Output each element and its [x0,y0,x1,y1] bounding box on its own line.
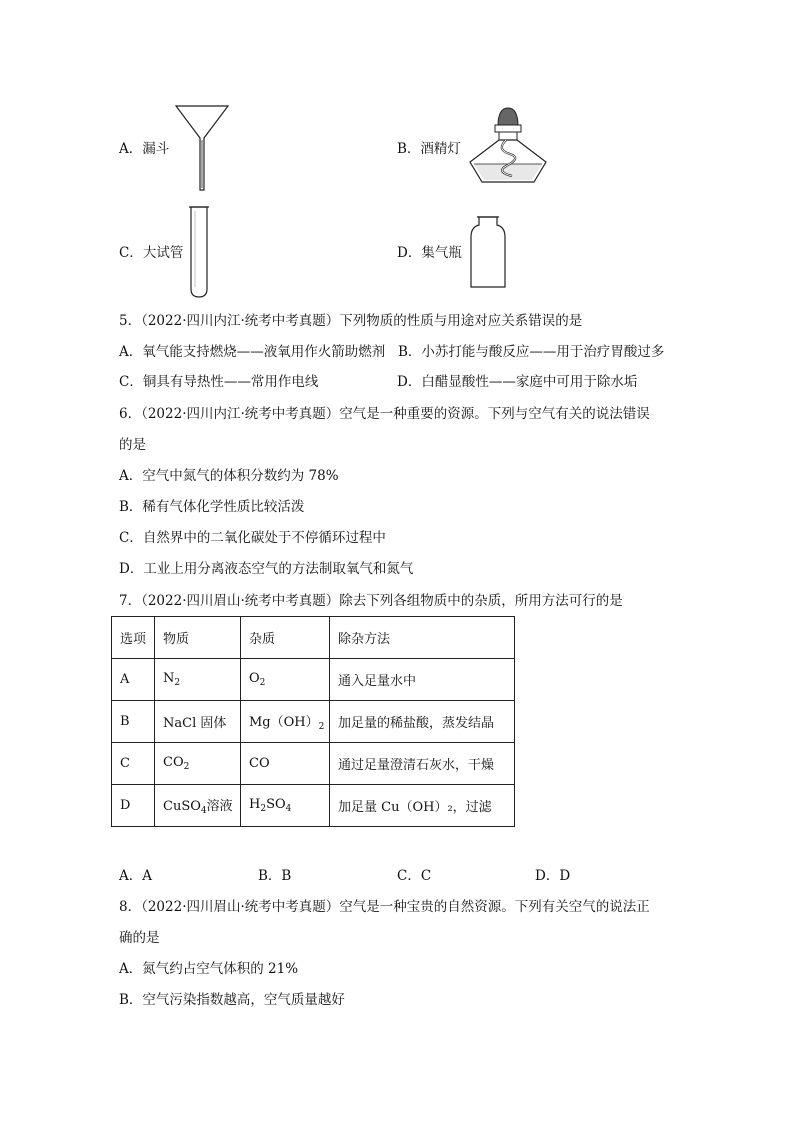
q4-option-c: C．大试管 [119,245,184,261]
row-substance: $N_2$ [155,659,241,701]
q7-answer-d: D．D [535,868,571,884]
q4-option-a: A．漏斗 [119,141,170,157]
row-option: B [112,701,155,743]
q5-option-a: A．氧气能支持燃烧——液氧用作火箭助燃剂 [119,344,386,360]
q7-table [111,616,515,827]
row-impurity: CO [241,743,330,785]
q4-option-d: D．集气瓶 [397,245,462,261]
row-method: 加足量 Cu（OH）₂，过滤 [330,785,515,827]
q6-option-d: D．工业上用分离液态空气的方法制取氧气和氮气 [119,561,414,577]
q8-stem-line1: 8．（2022·四川眉山·统考中考真题）空气是一种宝贵的自然资源。下列有关空气的说法正 [119,899,650,915]
q6-option-b: B．稀有气体化学性质比较活泼 [119,499,305,515]
q6-stem-line1: 6．（2022·四川内江·统考中考真题）空气是一种重要的资源。下列与空气有关的说法错误 [119,406,650,422]
table-header-row [112,617,515,659]
row-option: A [112,659,155,701]
table-row [112,743,515,785]
q7-answer-a: A．A [119,868,152,884]
table-row [112,785,515,827]
alcohol-lamp-icon [466,106,550,186]
q4-option-b: B．酒精灯 [397,141,461,157]
q7-answer-c: C．C [397,868,432,884]
q5-option-b: B．小苏打能与酸反应——用于治疗胃酸过多 [398,344,665,360]
q6-stem-line2: 的是 [119,437,146,453]
header-impurity: 杂质 [241,617,330,659]
q8-option-a: A．氮气约占空气体积的 21% [119,961,299,977]
header-substance: 物质 [155,617,241,659]
header-method: 除杂方法 [330,617,515,659]
q8-option-b: B．空气污染指数越高，空气质量越好 [119,992,345,1008]
row-substance: CuSO$_4$溶液 [155,785,241,827]
q8-stem-line2: 确的是 [119,930,160,946]
row-option: D [112,785,155,827]
row-option: C [112,743,155,785]
q6-option-a: A．空气中氮气的体积分数约为 78% [119,468,339,484]
q7-answer-b: B．B [258,868,292,884]
row-method: 通入足量水中 [330,659,515,701]
row-impurity: $O_2$ [241,659,330,701]
row-substance: NaCl 固体 [155,701,241,743]
row-substance: $CO_2$ [155,743,241,785]
test-tube-icon [188,205,210,299]
row-method: 加足量的稀盐酸，蒸发结晶 [330,701,515,743]
q7-stem: 7．（2022·四川眉山·统考中考真题）除去下列各组物质中的杂质，所用方法可行的是 [119,593,623,609]
q6-option-c: C．自然界中的二氧化碳处于不停循环过程中 [119,530,386,546]
q5-stem: 5．（2022·四川内江·统考中考真题）下列物质的性质与用途对应关系错误的是 [119,313,583,329]
row-impurity: $H_2SO_4$ [241,785,330,827]
table-row [112,701,515,743]
header-option: 选项 [112,617,155,659]
row-impurity: $Mg(OH)_2$ [241,701,330,743]
table-row [112,659,515,701]
q5-option-d: D．白醋显酸性——家庭中可用于除水垢 [397,374,638,390]
q5-option-c: C．铜具有导热性——常用作电线 [119,374,319,390]
row-method: 通过足量澄清石灰水，干燥 [330,743,515,785]
gas-bottle-icon [469,215,507,289]
funnel-icon [174,104,230,192]
